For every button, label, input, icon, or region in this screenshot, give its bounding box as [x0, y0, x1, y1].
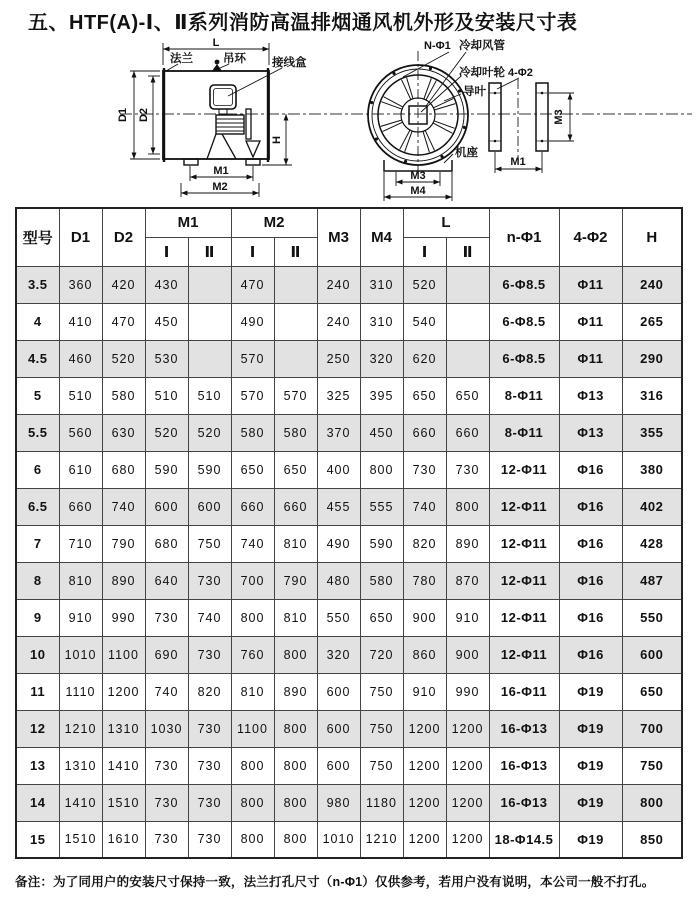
value-cell: 810 — [231, 673, 274, 710]
model-cell: 4 — [16, 303, 59, 340]
value-cell: 800 — [274, 821, 317, 858]
value-cell: 900 — [446, 636, 489, 673]
value-cell: 12-Φ11 — [489, 599, 559, 636]
value-cell: 660 — [231, 488, 274, 525]
value-cell: 620 — [403, 340, 446, 377]
value-cell — [274, 266, 317, 303]
value-cell: 730 — [188, 784, 231, 821]
value-cell: 580 — [360, 562, 403, 599]
value-cell: 530 — [145, 340, 188, 377]
model-cell: 14 — [16, 784, 59, 821]
value-cell: 650 — [274, 451, 317, 488]
col-header-d2: D2 — [102, 208, 145, 266]
value-cell: 800 — [274, 747, 317, 784]
cooling-duct-label: 冷却风管 — [459, 40, 505, 52]
value-cell: 1510 — [59, 821, 102, 858]
value-cell: 700 — [622, 710, 682, 747]
value-cell: 890 — [446, 525, 489, 562]
value-cell — [274, 303, 317, 340]
table-row — [16, 673, 682, 710]
value-cell: Φ11 — [559, 340, 622, 377]
value-cell: 16-Φ13 — [489, 710, 559, 747]
value-cell: 402 — [622, 488, 682, 525]
col-header-n-phi1: n-Φ1 — [489, 208, 559, 266]
value-cell: Φ19 — [559, 673, 622, 710]
value-cell: 1510 — [102, 784, 145, 821]
value-cell: 730 — [403, 451, 446, 488]
value-cell: Φ16 — [559, 488, 622, 525]
value-cell: 16-Φ13 — [489, 784, 559, 821]
lifting-ring-label: 吊环 — [223, 53, 246, 65]
value-cell: 400 — [317, 451, 360, 488]
value-cell: 1200 — [446, 784, 489, 821]
value-cell: 730 — [188, 562, 231, 599]
value-cell: 320 — [317, 636, 360, 673]
model-cell: 6 — [16, 451, 59, 488]
value-cell: 1200 — [403, 747, 446, 784]
value-cell: 810 — [59, 562, 102, 599]
value-cell: 650 — [622, 673, 682, 710]
value-cell: 420 — [102, 266, 145, 303]
value-cell: 455 — [317, 488, 360, 525]
value-cell: 450 — [360, 414, 403, 451]
value-cell: 490 — [317, 525, 360, 562]
value-cell: 555 — [360, 488, 403, 525]
value-cell: 980 — [317, 784, 360, 821]
value-cell: 570 — [231, 340, 274, 377]
value-cell: 310 — [360, 303, 403, 340]
value-cell: 580 — [102, 377, 145, 414]
model-cell: 7 — [16, 525, 59, 562]
value-cell: 470 — [231, 266, 274, 303]
model-cell: 5 — [16, 377, 59, 414]
value-cell: 550 — [622, 599, 682, 636]
value-cell: 740 — [188, 599, 231, 636]
value-cell: 320 — [360, 340, 403, 377]
d2-dim-label: D2 — [138, 107, 150, 123]
value-cell: 410 — [59, 303, 102, 340]
value-cell: 1210 — [59, 710, 102, 747]
value-cell: 630 — [102, 414, 145, 451]
value-cell: 1200 — [446, 710, 489, 747]
table-row — [16, 821, 682, 858]
table-body — [16, 266, 682, 858]
value-cell: 12-Φ11 — [489, 488, 559, 525]
value-cell: 316 — [622, 377, 682, 414]
value-cell: 290 — [622, 340, 682, 377]
guide-vane-label: 导叶 — [463, 86, 486, 98]
subcol-m2-2: Ⅱ — [274, 237, 317, 266]
table-header — [16, 208, 682, 266]
value-cell: 700 — [231, 562, 274, 599]
value-cell: 730 — [145, 599, 188, 636]
value-cell: 790 — [102, 525, 145, 562]
value-cell: Φ11 — [559, 303, 622, 340]
value-cell: 1200 — [446, 747, 489, 784]
value-cell: Φ16 — [559, 636, 622, 673]
value-cell: 380 — [622, 451, 682, 488]
value-cell: 600 — [145, 488, 188, 525]
motor-leg — [246, 141, 260, 157]
value-cell: 730 — [145, 747, 188, 784]
value-cell — [274, 340, 317, 377]
value-cell: 12-Φ11 — [489, 562, 559, 599]
value-cell: 510 — [145, 377, 188, 414]
value-cell: 580 — [274, 414, 317, 451]
value-cell: 6-Φ8.5 — [489, 303, 559, 340]
table-row — [16, 488, 682, 525]
value-cell: 510 — [59, 377, 102, 414]
value-cell: 8-Φ11 — [489, 377, 559, 414]
m3-dim-label: M3 — [410, 170, 426, 182]
cooling-impeller-label: 冷却叶轮 — [459, 67, 505, 79]
col-header-d1: D1 — [59, 208, 102, 266]
value-cell: 480 — [317, 562, 360, 599]
value-cell: 1200 — [403, 710, 446, 747]
value-cell: 310 — [360, 266, 403, 303]
col-header-m4: M4 — [360, 208, 403, 266]
value-cell: 800 — [231, 599, 274, 636]
value-cell: Φ16 — [559, 525, 622, 562]
value-cell: 870 — [446, 562, 489, 599]
model-cell: 3.5 — [16, 266, 59, 303]
value-cell — [188, 303, 231, 340]
footnote: 备注：为了同用户的安装尺寸保持一致，法兰打孔尺寸（n-Φ1）仅供参考，若用户没有说明，本公司一般不打孔。 — [15, 875, 655, 889]
value-cell: 600 — [317, 710, 360, 747]
table-row — [16, 414, 682, 451]
value-cell: 650 — [446, 377, 489, 414]
value-cell: 660 — [274, 488, 317, 525]
value-cell: 730 — [446, 451, 489, 488]
value-cell: 790 — [274, 562, 317, 599]
value-cell: 395 — [360, 377, 403, 414]
junction-box-label: 接线盒 — [272, 57, 307, 69]
value-cell: 265 — [622, 303, 682, 340]
value-cell: 430 — [145, 266, 188, 303]
value-cell: 1100 — [102, 636, 145, 673]
catalog-page — [0, 6, 700, 919]
table-row — [16, 525, 682, 562]
subcol-m1-1: Ⅰ — [145, 237, 188, 266]
value-cell: 910 — [403, 673, 446, 710]
value-cell: 240 — [317, 303, 360, 340]
value-cell: 910 — [446, 599, 489, 636]
value-cell: 800 — [446, 488, 489, 525]
value-cell: 1200 — [403, 784, 446, 821]
value-cell: Φ16 — [559, 562, 622, 599]
value-cell: 540 — [403, 303, 446, 340]
model-cell: 11 — [16, 673, 59, 710]
col-header-m1: M1 — [145, 208, 231, 237]
value-cell: 1200 — [446, 821, 489, 858]
lifting-ring-eye — [215, 60, 220, 65]
value-cell: 750 — [360, 747, 403, 784]
model-cell: 10 — [16, 636, 59, 673]
value-cell: 650 — [360, 599, 403, 636]
value-cell — [188, 340, 231, 377]
value-cell: 560 — [59, 414, 102, 451]
value-cell: 810 — [274, 525, 317, 562]
col-header-m2: M2 — [231, 208, 317, 237]
value-cell: 800 — [360, 451, 403, 488]
value-cell: 800 — [274, 636, 317, 673]
value-cell: 590 — [188, 451, 231, 488]
col-header-model: 型号 — [16, 208, 59, 266]
side-view-drawing — [163, 60, 269, 165]
value-cell: 710 — [59, 525, 102, 562]
value-cell: 800 — [231, 784, 274, 821]
value-cell: 1110 — [59, 673, 102, 710]
value-cell: 850 — [622, 821, 682, 858]
value-cell: 720 — [360, 636, 403, 673]
junction-box-inner — [214, 89, 233, 106]
value-cell: 750 — [188, 525, 231, 562]
value-cell: 1310 — [102, 710, 145, 747]
value-cell: 690 — [145, 636, 188, 673]
value-cell: 800 — [622, 784, 682, 821]
subcol-m1-2: Ⅱ — [188, 237, 231, 266]
col-header-l: L — [403, 208, 489, 237]
dimension-table — [15, 207, 683, 859]
value-cell: 360 — [59, 266, 102, 303]
value-cell: 900 — [403, 599, 446, 636]
value-cell: 6-Φ8.5 — [489, 340, 559, 377]
value-cell: 750 — [622, 747, 682, 784]
value-cell: 18-Φ14.5 — [489, 821, 559, 858]
value-cell: 750 — [360, 710, 403, 747]
value-cell: 16-Φ11 — [489, 673, 559, 710]
value-cell: 890 — [274, 673, 317, 710]
value-cell: 990 — [102, 599, 145, 636]
value-cell: 910 — [59, 599, 102, 636]
flange-leader — [166, 64, 178, 71]
value-cell: 1010 — [59, 636, 102, 673]
m4-dim-label: M4 — [410, 185, 426, 197]
value-cell: Φ13 — [559, 377, 622, 414]
table-row — [16, 784, 682, 821]
value-cell: Φ19 — [559, 710, 622, 747]
value-cell: 1200 — [102, 673, 145, 710]
plate-m3-dim-label: M3 — [553, 109, 565, 125]
value-cell: 730 — [188, 821, 231, 858]
table-row — [16, 562, 682, 599]
value-cell: 660 — [403, 414, 446, 451]
value-cell: 810 — [274, 599, 317, 636]
value-cell: 740 — [231, 525, 274, 562]
value-cell: 730 — [145, 821, 188, 858]
value-cell: 730 — [188, 747, 231, 784]
value-cell: Φ16 — [559, 451, 622, 488]
value-cell: 1180 — [360, 784, 403, 821]
model-cell: 6.5 — [16, 488, 59, 525]
flange-label: 法兰 — [170, 53, 193, 65]
model-cell: 12 — [16, 710, 59, 747]
value-cell: 1610 — [102, 821, 145, 858]
value-cell: 520 — [145, 414, 188, 451]
value-cell: Φ13 — [559, 414, 622, 451]
value-cell: 740 — [403, 488, 446, 525]
value-cell: 490 — [231, 303, 274, 340]
model-cell: 5.5 — [16, 414, 59, 451]
l-dim-label: L — [212, 37, 220, 49]
cooling-duct-leader — [426, 52, 466, 106]
value-cell: 240 — [317, 266, 360, 303]
page-title: 五、HTF(A)-Ⅰ、Ⅱ系列消防高温排烟通风机外形及安装尺寸表 — [28, 12, 578, 34]
value-cell: 450 — [145, 303, 188, 340]
m2-dim-label: M2 — [212, 181, 228, 193]
subcol-l-2: Ⅱ — [446, 237, 489, 266]
col-header-4-phi2: 4-Φ2 — [559, 208, 622, 266]
value-cell: 550 — [317, 599, 360, 636]
table-row — [16, 599, 682, 636]
value-cell: 800 — [274, 710, 317, 747]
model-cell: 4.5 — [16, 340, 59, 377]
value-cell: 12-Φ11 — [489, 525, 559, 562]
value-cell: 580 — [231, 414, 274, 451]
value-cell: 520 — [403, 266, 446, 303]
value-cell: 730 — [145, 784, 188, 821]
value-cell: 1310 — [59, 747, 102, 784]
value-cell: 890 — [102, 562, 145, 599]
value-cell — [188, 266, 231, 303]
value-cell: 600 — [317, 673, 360, 710]
value-cell: 820 — [188, 673, 231, 710]
col-header-m3: M3 — [317, 208, 360, 266]
value-cell: 780 — [403, 562, 446, 599]
value-cell: 8-Φ11 — [489, 414, 559, 451]
m1-dim-label: M1 — [213, 165, 229, 177]
table-row — [16, 451, 682, 488]
value-cell: 590 — [145, 451, 188, 488]
table-row — [16, 710, 682, 747]
value-cell: Φ19 — [559, 784, 622, 821]
value-cell: 6-Φ8.5 — [489, 266, 559, 303]
value-cell: 570 — [231, 377, 274, 414]
dimension-diagrams — [0, 35, 700, 205]
value-cell: 760 — [231, 636, 274, 673]
value-cell: 470 — [102, 303, 145, 340]
value-cell: 1010 — [317, 821, 360, 858]
value-cell: 460 — [59, 340, 102, 377]
model-cell: 9 — [16, 599, 59, 636]
value-cell: Φ19 — [559, 747, 622, 784]
table-row — [16, 636, 682, 673]
four-phi2-label: 4-Φ2 — [508, 67, 533, 79]
value-cell: 240 — [622, 266, 682, 303]
plate-m1-dim-label: M1 — [510, 156, 526, 168]
value-cell: 370 — [317, 414, 360, 451]
fan-drawing-svg — [0, 35, 700, 205]
subcol-m2-1: Ⅰ — [231, 237, 274, 266]
value-cell: 12-Φ11 — [489, 451, 559, 488]
d1-dim-label: D1 — [117, 107, 129, 123]
col-header-h: H — [622, 208, 682, 266]
motor-bell — [207, 134, 236, 159]
value-cell: 16-Φ13 — [489, 747, 559, 784]
value-cell: 1410 — [59, 784, 102, 821]
table-row — [16, 377, 682, 414]
n-phi1-label: N-Φ1 — [424, 40, 451, 52]
value-cell: Φ16 — [559, 599, 622, 636]
value-cell: 487 — [622, 562, 682, 599]
model-cell: 15 — [16, 821, 59, 858]
value-cell: 740 — [102, 488, 145, 525]
value-cell: 990 — [446, 673, 489, 710]
value-cell: 355 — [622, 414, 682, 451]
value-cell: 600 — [622, 636, 682, 673]
value-cell: Φ11 — [559, 266, 622, 303]
value-cell: 510 — [188, 377, 231, 414]
value-cell — [446, 266, 489, 303]
subcol-l-1: Ⅰ — [403, 237, 446, 266]
value-cell: 730 — [188, 636, 231, 673]
value-cell: 650 — [231, 451, 274, 488]
value-cell: 1210 — [360, 821, 403, 858]
n-phi1-leader — [403, 52, 449, 77]
value-cell — [446, 340, 489, 377]
value-cell — [446, 303, 489, 340]
junction-box-leader — [228, 68, 282, 96]
value-cell: 610 — [59, 451, 102, 488]
value-cell: 860 — [403, 636, 446, 673]
value-cell: 800 — [231, 747, 274, 784]
model-cell: 13 — [16, 747, 59, 784]
value-cell: 820 — [403, 525, 446, 562]
value-cell: 660 — [59, 488, 102, 525]
value-cell: 1410 — [102, 747, 145, 784]
value-cell: 570 — [274, 377, 317, 414]
value-cell: 730 — [188, 710, 231, 747]
value-cell: 740 — [145, 673, 188, 710]
value-cell: 600 — [188, 488, 231, 525]
value-cell: 680 — [145, 525, 188, 562]
value-cell: 660 — [446, 414, 489, 451]
value-cell: 800 — [274, 784, 317, 821]
value-cell: 1200 — [403, 821, 446, 858]
value-cell: 1030 — [145, 710, 188, 747]
value-cell: 800 — [231, 821, 274, 858]
value-cell: Φ19 — [559, 821, 622, 858]
base-label: 机座 — [455, 147, 478, 159]
value-cell: 600 — [317, 747, 360, 784]
table-row — [16, 340, 682, 377]
value-cell: 250 — [317, 340, 360, 377]
table-row — [16, 266, 682, 303]
value-cell: 12-Φ11 — [489, 636, 559, 673]
value-cell: 750 — [360, 673, 403, 710]
table-row — [16, 303, 682, 340]
value-cell: 650 — [403, 377, 446, 414]
h-dim-label: H — [271, 136, 283, 144]
value-cell: 520 — [188, 414, 231, 451]
value-cell: 640 — [145, 562, 188, 599]
value-cell: 520 — [102, 340, 145, 377]
value-cell: 325 — [317, 377, 360, 414]
value-cell: 1100 — [231, 710, 274, 747]
table-row — [16, 747, 682, 784]
value-cell: 428 — [622, 525, 682, 562]
motor-fins — [216, 115, 244, 134]
value-cell: 590 — [360, 525, 403, 562]
model-cell: 8 — [16, 562, 59, 599]
value-cell: 680 — [102, 451, 145, 488]
